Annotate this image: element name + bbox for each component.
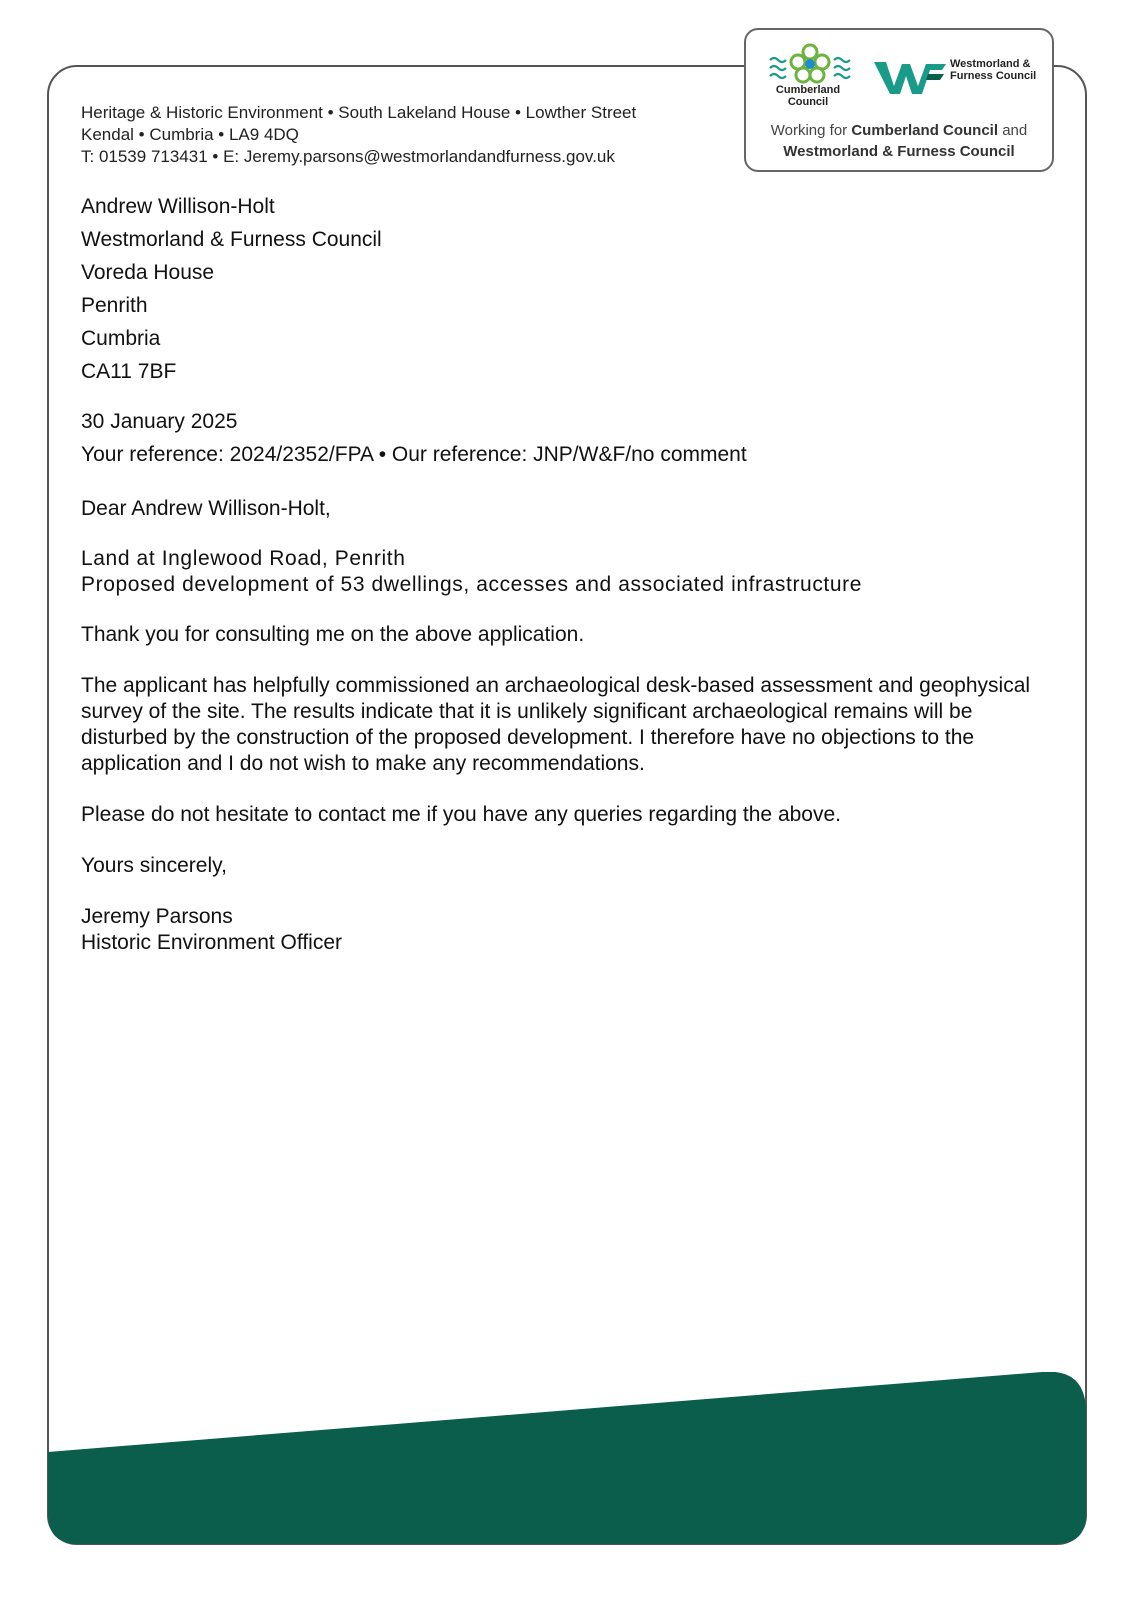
sender-address [81, 102, 636, 168]
body-paragraph: Please do not hesitate to contact me if you have any queries regarding the above. [81, 803, 841, 826]
council-logo-box [744, 28, 1054, 172]
body-paragraph: The applicant has helpfully commissioned an archaeological desk-based assessment and geophysical survey of the site. The results indicate that it is unlikely significant archaeological remains will be disturbed by the construction of the proposed development. I therefore have no objections to the application and I do not wish to make any recommendations. [81, 674, 1031, 775]
recipient-street: Voreda House [81, 261, 215, 284]
cumberland-council-logotype: Cumberland Council [775, 84, 841, 108]
subject-line: Proposed development of 53 dwellings, accesses and associated infrastructure [81, 573, 863, 596]
sender-contact-line: T: 01539 713431 • E: Jeremy.parsons@westmorlandandfurness.gov.uk [81, 147, 615, 166]
sender-address-line: Kendal • Cumbria • LA9 4DQ [81, 125, 299, 144]
signatory-name: Jeremy Parsons [81, 905, 233, 928]
recipient-org: Westmorland & Furness Council [81, 228, 382, 251]
recipient-town: Penrith [81, 294, 148, 317]
recipient-county: Cumbria [81, 327, 161, 350]
subject-line: Land at Inglewood Road, Penrith [81, 547, 406, 570]
reference-line: Your reference: 2024/2352/FPA • Our reference: JNP/W&F/no comment [81, 443, 747, 466]
westmorland-furness-logotype: Westmorland & Furness Council [950, 58, 1037, 82]
subject-heading [81, 546, 1061, 598]
closing: Yours sincerely, [81, 854, 227, 877]
signature-block [81, 904, 1061, 956]
sender-address-line: Heritage & Historic Environment • South Lakeland House • Lowther Street [81, 103, 637, 122]
letter-body [81, 190, 1061, 956]
footer-band [48, 1372, 1086, 1544]
signatory-title: Historic Environment Officer [81, 931, 343, 954]
westmorland-furness-logo-icon [872, 56, 948, 98]
recipient-postcode: CA11 7BF [81, 360, 177, 383]
recipient-address [81, 190, 1061, 388]
letter-date: 30 January 2025 [81, 410, 238, 433]
salutation: Dear Andrew Willison-Holt, [81, 497, 331, 520]
body-paragraph: Thank you for consulting me on the above application. [81, 623, 585, 646]
recipient-name: Andrew Willison-Holt [81, 195, 275, 218]
working-for-tagline: Working for Cumberland Council and Westmorland & Furness Council [770, 122, 1028, 160]
